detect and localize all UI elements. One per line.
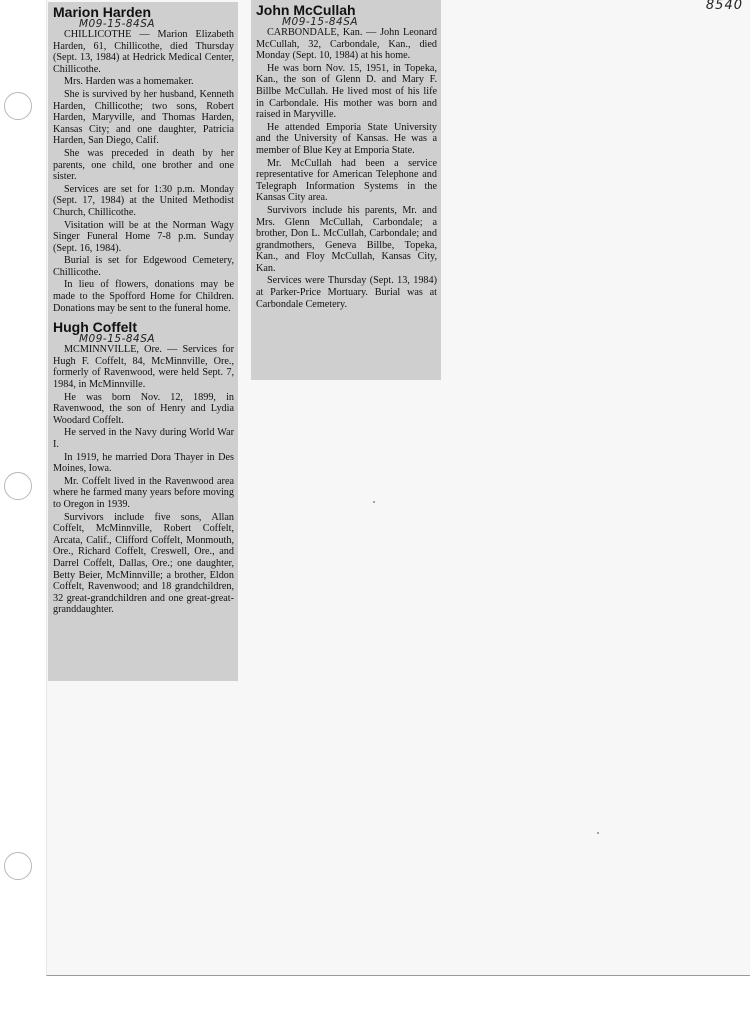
obituary-paragraph: He served in the Navy during World War I. xyxy=(53,427,234,450)
obituary-paragraph: He was born Nov. 12, 1899, in Ravenwood, the son of Henry and Lydia Woodard Coffelt. xyxy=(53,391,234,426)
obituary-paragraph: In 1919, he married Dora Thayer in Des Moines, Iowa. xyxy=(53,451,234,475)
obituary-paragraph: Mr. McCullah had been a service representative for American Telephone and Telegraph Information Systems in the Kansas City area. xyxy=(256,157,437,204)
handwritten-date-note: M09-15-84SA xyxy=(79,18,156,30)
obituary-paragraph: He attended Emporia State University and the University of Kansas. He was a member of Blue Key at Emporia State. xyxy=(256,121,437,156)
obituary-paragraph: CARBONDALE, Kan. — John Leonard McCullah, 32, Carbondale, Kan., died Monday (Sept. 10, 1984) at his home. xyxy=(256,27,437,62)
handwritten-date-note: M09-15-84SA xyxy=(79,333,156,346)
binder-hole-middle xyxy=(4,472,32,500)
obituary-paragraph: Survivors include his parents, Mr. and Mrs. Glenn McCullah, Carbondale; a brother, Don L. McCullah, Carbondale; and grandmothers, Geneva Billbe, Topeka, Kan., and Floy McCullah, Kansas City, Kan. xyxy=(256,204,437,274)
obituary-paragraph: Mrs. Harden was a homemaker. xyxy=(64,76,194,88)
obituary-paragraph: In lieu of flowers, donations may be made to the Spofford Home for Children. Donations may be sent to the funeral home. xyxy=(53,279,234,314)
obituary-paragraph: CHILLICOTHE — Marion Elizabeth Harden, 61, Chillicothe, died Thursday (Sept. 13, 1984) at Hedrick Medical Center, Chillicothe. xyxy=(53,29,234,75)
binder-hole-top xyxy=(4,92,32,120)
obituary-heading-hugh-coffelt: Hugh Coffelt xyxy=(53,319,137,336)
obituary-paragraph: Services were Thursday (Sept. 13, 1984) at Parker-Price Mortuary. Burial was at Carbondale Cemetery. xyxy=(256,275,437,310)
obituary-heading-marion-harden: Marion Harden xyxy=(53,4,152,20)
speck xyxy=(373,501,375,503)
obituary-paragraph: Burial is set for Edgewood Cemetery, Chillicothe. xyxy=(53,255,234,278)
clipping-right-column xyxy=(251,0,441,380)
handwritten-reference-number: 8540 xyxy=(705,0,743,13)
speck xyxy=(597,832,599,834)
obituary-paragraph: He was born Nov. 15, 1951, in Topeka, Kan., the son of Glenn D. and Mary F. Billbe McCullah. He lived most of his life in Carbondale. His mother was born and raised in Maryville. xyxy=(256,62,437,121)
obituary-paragraph: MCMINNVILLE, Ore. — Services for Hugh F. Coffelt, 84, McMinnville, Ore., formerly of Ravenwood, were held Sept. 7, 1984, in McMinnville. xyxy=(53,344,234,391)
clipping-left-column xyxy=(48,2,238,681)
obituary-heading-john-mccullah: John McCullah xyxy=(256,2,356,18)
obituary-paragraph: Services are set for 1:30 p.m. Monday (Sept. 17, 1984) at the United Methodist Church, Chillicothe. xyxy=(53,183,234,218)
obituary-paragraph: Visitation will be at the Norman Wagy Singer Funeral Home 7-8 p.m. Sunday (Sept. 16, 1984). xyxy=(53,219,234,254)
obituary-paragraph: She is survived by her husband, Kenneth Harden, Chillicothe; two sons, Robert Harden, Maryville, and Thomas Harden, Kansas City; and one daughter, Patricia Harden, San Diego, Calif. xyxy=(53,88,234,147)
obituary-paragraph: Mr. Coffelt lived in the Ravenwood area where he farmed many years before moving to Oregon in 1939. xyxy=(53,475,234,510)
binder-hole-bottom xyxy=(4,852,32,880)
obituary-paragraph: She was preceded in death by her parents, one child, one brother and one sister. xyxy=(53,147,234,183)
handwritten-date-note: M09-15-84SA xyxy=(282,16,359,28)
obituary-paragraph: Survivors include five sons, Allan Coffelt, McMinnville, Robert Coffelt, Arcata, Calif., Clifford Coffelt, Monmouth, Ore., Richard Coffelt, Creswell, Ore., and Darrel Coffelt, Dallas, Ore.; one daughter, Betty Beier, McMinnville; a brother, Eldon Coffelt, Ravenwood; and 18 grandchildren, 32 great-grandchildren and one great-great-granddaughter. xyxy=(53,511,234,616)
